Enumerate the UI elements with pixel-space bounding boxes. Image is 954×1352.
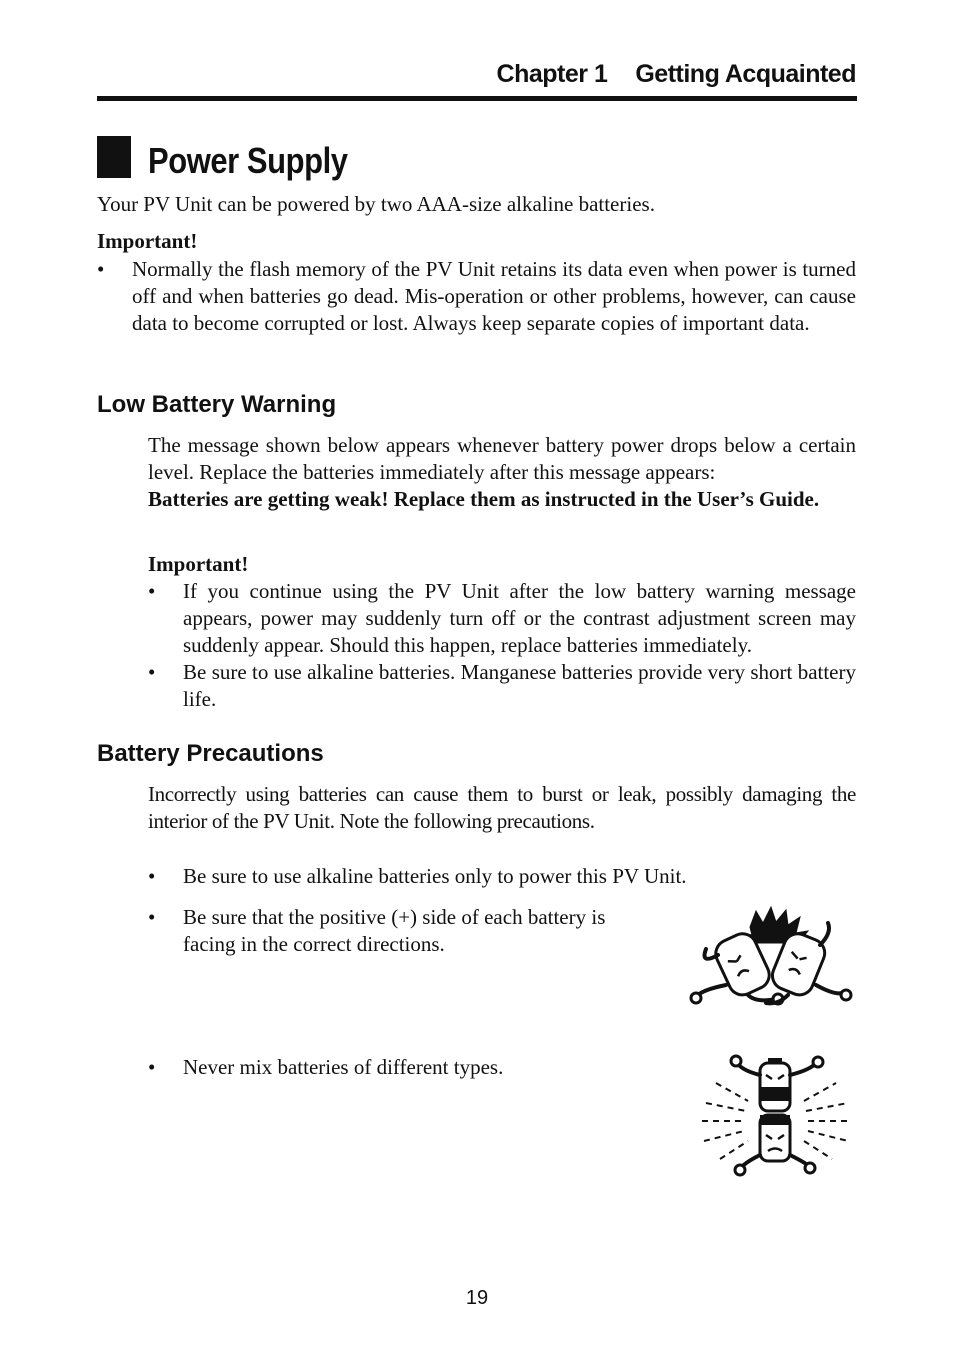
bullet-dot: • — [148, 905, 156, 929]
low-battery-bullet-text: Be sure to use alkaline batteries. Manganese batteries provide very short battery life. — [183, 660, 856, 711]
title-block-marker — [97, 136, 131, 178]
precaution-bullet-2 — [148, 904, 668, 960]
important-text: Normally the flash memory of the PV Unit retains its data even when power is turned off and when batteries go dead. Mis-operation or other problems, however, can cause data to become corrupted or lost. Always keep separate copies of important data. — [132, 257, 856, 335]
precaution-bullet-text: Never mix batteries of different types. — [183, 1055, 504, 1079]
bullet-dot: • — [97, 257, 105, 281]
precautions-text: Incorrectly using batteries can cause them to burst or leak, possibly damaging the interior of the PV Unit. Note the following precautions. — [148, 782, 856, 833]
low-battery-bullet-text: If you continue using the PV Unit after the low battery warning message appears, power may suddenly turn off or the contrast adjustment screen may suddenly appear. Should this happen, replace batteries immediately. — [183, 579, 856, 657]
mixed-battery-illustration — [698, 1055, 854, 1177]
bullet-dot: • — [148, 1055, 156, 1079]
bullet-dot: • — [148, 579, 156, 603]
bullet-dot: • — [148, 864, 156, 888]
page-number: 19 — [465, 1287, 489, 1309]
low-battery-message: Batteries are getting weak! Replace them as instructed in the User’s Guide. — [148, 487, 820, 511]
section-heading-low-battery: Low Battery Warning — [97, 391, 337, 418]
precaution-bullet-text: Be sure that the positive (+) side of each battery is facing in the correct directions. — [183, 905, 606, 956]
chapter-number: Chapter 1 — [496, 60, 608, 88]
low-battery-important-label: Important! — [148, 552, 249, 576]
precaution-bullet-3 — [148, 1054, 668, 1082]
chapter-title: Getting Acquainted — [635, 60, 856, 88]
page-title: Power Supply — [148, 140, 348, 181]
important-bullet — [97, 256, 857, 366]
intro-text: Your PV Unit can be powered by two AAA-size alkaline batteries. — [97, 192, 655, 216]
header-rule — [97, 96, 857, 101]
section-heading-precautions: Battery Precautions — [97, 740, 324, 767]
low-battery-bullet-1 — [148, 578, 856, 660]
bullet-dot: • — [148, 660, 156, 684]
low-battery-bullet-2 — [148, 659, 856, 715]
chapter-header — [97, 60, 856, 89]
precaution-bullet-text: Be sure to use alkaline batteries only to power this PV Unit. — [183, 864, 687, 888]
battery-collision-illustration — [688, 905, 858, 1013]
low-battery-text: The message shown below appears whenever battery power drops below a certain level. Replace the batteries immediately after this message appears: — [148, 433, 856, 484]
precaution-bullet-1 — [148, 863, 856, 891]
important-label: Important! — [97, 229, 198, 253]
